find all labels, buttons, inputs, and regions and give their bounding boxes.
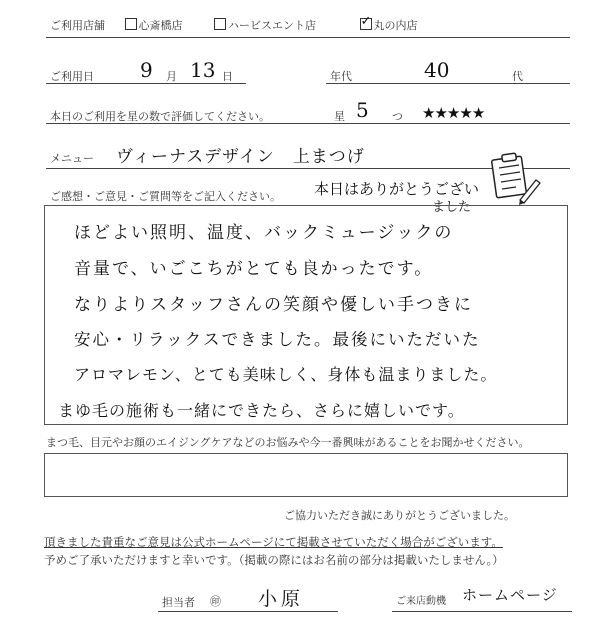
star-rating-icons: [422, 104, 484, 122]
star-unit: つ: [392, 110, 403, 123]
comment-line-2: 音量で、いごこちがとても良かったです。: [74, 259, 434, 279]
star-value: 5: [356, 98, 369, 122]
staff-label: 担当者: [162, 596, 195, 609]
concerns-prompt: まつ毛、目元やお顔のエイジングケアなどのお悩みや今一番興味があることをお聞かせください。: [46, 436, 530, 449]
checkbox[interactable]: [125, 18, 137, 30]
age-unit: 代: [512, 70, 523, 83]
comment-line-3: なりよりスタッフさんの笑顔や優しい手つきに: [74, 295, 473, 315]
store-option-marunouchi[interactable]: ✓ 丸の内店: [360, 17, 418, 33]
checkbox[interactable]: [214, 18, 226, 30]
divider: [46, 37, 570, 38]
divider: [158, 611, 338, 612]
menu-label: メニュー: [50, 152, 94, 165]
star-icon: ★: [459, 104, 472, 122]
age-value: 40: [424, 58, 450, 82]
comment-line-6: まゆ毛の施術も一緒にできたら、さらに嬉しいです。: [58, 401, 465, 420]
month-unit: 月: [166, 70, 177, 83]
star-icon: ★: [422, 104, 435, 122]
divider: [46, 83, 246, 84]
comment-line-1: ほどよい照明、温度、バックミュージックの: [74, 223, 454, 243]
source-label: ご来店動機: [396, 596, 446, 607]
rating-prompt: 本日のご利用を星の数で評価してください。: [50, 110, 270, 123]
age-label: 年代: [330, 70, 352, 83]
staff-value: 小原: [258, 588, 305, 610]
divider: [392, 611, 572, 612]
store-option-shinsaibashi[interactable]: 心斎橋店: [125, 17, 183, 33]
divider: [46, 123, 570, 124]
divider: [326, 83, 570, 84]
thanks-text: ご協力いただき誠にありがとうございました。: [284, 509, 515, 522]
checkbox-checked[interactable]: [360, 18, 372, 30]
menu-value: ヴィーナスデザイン 上まつげ: [116, 147, 365, 167]
comments-heading-line1: 本日はありがとうござい: [314, 180, 480, 198]
store-row: [50, 17, 446, 33]
comments-heading-line2: ました: [432, 200, 472, 215]
month-value: 9: [140, 58, 153, 82]
notice-line-2: 予めご了承いただけますと幸いです。（掲載の際にはお名前の部分は掲載いたしません。）: [44, 553, 504, 567]
store-option-herbis[interactable]: ハービスエント店: [214, 17, 316, 33]
store-label: ご利用店舗: [50, 19, 105, 32]
seal-icon: ㊞: [210, 595, 221, 608]
day-value: 13: [190, 58, 216, 82]
clipboard-pencil-icon: [486, 150, 542, 206]
star-icon: ★: [446, 104, 460, 122]
comments-prompt: ご感想・ご意見・ご質問等をご記入ください。: [50, 190, 281, 203]
notice-line-1: 頂きました貴重なご意見は公式ホームページにて掲載させていただく場合がございます。: [44, 535, 503, 549]
comment-line-5: アロマレモン、とても美味しく、身体も温まりました。: [74, 365, 498, 384]
day-unit: 日: [222, 70, 233, 83]
star-label: 星: [334, 110, 345, 123]
star-icon: ★: [434, 104, 447, 122]
comment-line-4: 安心・リラックスできました。最後にいただいた: [74, 330, 481, 349]
date-label: ご利用日: [50, 70, 94, 83]
star-icon: ★: [471, 104, 485, 122]
concerns-box[interactable]: [44, 453, 568, 497]
source-value: ホームページ: [462, 586, 558, 604]
